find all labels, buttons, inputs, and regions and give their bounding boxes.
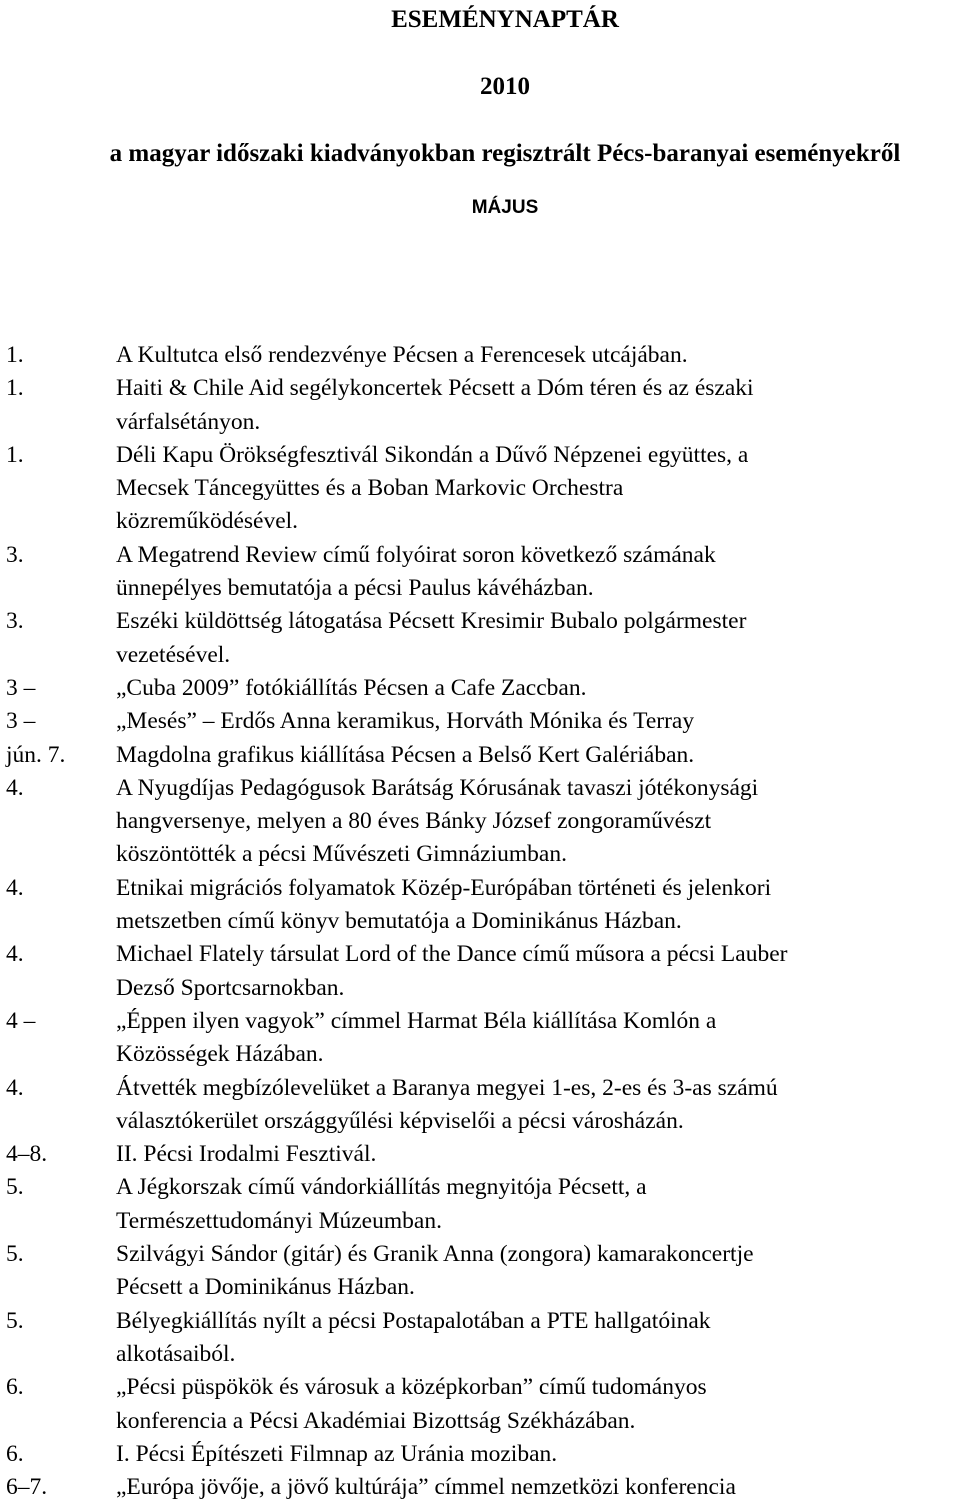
event-date: 6–7. <box>6 1474 48 1501</box>
event-date: 6. <box>6 1374 24 1401</box>
event-description <box>116 339 956 372</box>
event-date: 1. <box>6 375 24 402</box>
event-description <box>116 1138 956 1171</box>
event-date: 6. <box>6 1440 24 1467</box>
event-description-line: „Mesés” – Erdős Anna keramikus, Horváth Mónika és Terray <box>116 708 695 735</box>
event-item <box>6 705 956 738</box>
event-item <box>6 339 956 372</box>
event-description <box>116 1072 956 1139</box>
event-list <box>6 339 956 1504</box>
event-description-line: Átvették megbízólevelüket a Baranya megyei 1-es, 2-es és 3-as számú <box>116 1074 778 1101</box>
event-description-line: II. Pécsi Irodalmi Fesztivál. <box>116 1141 377 1168</box>
event-description-line: Michael Flately társulat Lord of the Dance című műsora a pécsi Lauber <box>116 941 788 968</box>
event-date: 4 – <box>6 1007 36 1034</box>
event-item <box>6 372 956 439</box>
event-description-line: Etnikai migrációs folyamatok Közép-Európában történeti és jelenkori <box>116 874 772 901</box>
event-item <box>6 739 956 772</box>
event-item <box>6 1072 956 1139</box>
event-date: 3. <box>6 541 24 568</box>
event-description-line: A Kultutca első rendezvénye Pécsen a Ferencesek utcájában. <box>116 342 688 368</box>
event-description-line: „Európa jövője, a jövő kultúrája” címmel nemzetközi konferencia <box>116 1474 736 1501</box>
event-description-line: konferencia a Pécsi Akadémiai Bizottság Székházában. <box>116 1407 636 1434</box>
event-item <box>6 1171 956 1238</box>
event-description <box>116 1471 956 1504</box>
event-description-line: A Jégkorszak című vándorkiállítás megnyitója Pécsett, a <box>116 1174 647 1201</box>
event-description-line: I. Pécsi Építészeti Filmnap az Uránia moziban. <box>116 1440 558 1467</box>
document-title: ESEMÉNYNAPTÁR <box>391 6 619 33</box>
event-description-line: Közösségek Házában. <box>116 1041 324 1068</box>
event-date: 3 – <box>6 708 36 735</box>
document-year: 2010 <box>480 73 530 100</box>
event-description-line: közreműködésével. <box>116 508 299 535</box>
event-description <box>116 672 956 705</box>
event-description-line: Pécsett a Dominikánus Házban. <box>116 1274 415 1301</box>
event-description-line: „Pécsi püspökök és városuk a középkorban” című tudományos <box>116 1374 707 1401</box>
event-date: 5. <box>6 1174 24 1201</box>
event-item <box>6 1371 956 1438</box>
event-description-line: választókerület országgyűlési képviselői a pécsi városházán. <box>116 1107 684 1134</box>
event-item <box>6 1305 956 1372</box>
event-description-line: Dezső Sportcsarnokban. <box>116 974 345 1001</box>
event-date: 1. <box>6 342 24 368</box>
event-item <box>6 938 956 1005</box>
event-description <box>116 1371 956 1438</box>
event-description <box>116 1305 956 1372</box>
document-subtitle: a magyar időszaki kiadványokban regisztrált Pécs-baranyai eseményekről <box>109 140 901 167</box>
event-description-line: Eszéki küldöttség látogatása Pécsett Kresimir Bubalo polgármester <box>116 608 747 635</box>
event-description-line: hangversenye, melyen a 80 éves Bánky József zongoraművészt <box>116 808 712 835</box>
event-description-line: Déli Kapu Örökségfesztivál Sikondán a Dűvő Népzenei együttes, a <box>116 441 749 468</box>
event-date: 4. <box>6 774 24 801</box>
event-description <box>116 439 956 539</box>
event-description <box>116 872 956 939</box>
event-description-line: A Megatrend Review című folyóirat soron következő számának <box>116 541 716 568</box>
event-item <box>6 605 956 672</box>
event-date: 4–8. <box>6 1141 48 1168</box>
event-description <box>116 705 956 738</box>
event-description-line: várfalsétányon. <box>116 408 261 435</box>
event-description <box>116 605 956 672</box>
event-description-line: Mecsek Táncegyüttes és a Boban Markovic Orchestra <box>116 475 624 502</box>
event-description <box>116 539 956 606</box>
event-description-line: vezetésével. <box>116 641 231 668</box>
event-description-line: metszetben című könyv bemutatója a Dominikánus Házban. <box>116 908 682 935</box>
event-description-line: Haiti & Chile Aid segélykoncertek Pécsett a Dóm téren és az északi <box>116 375 754 402</box>
event-description <box>116 1005 956 1072</box>
event-item <box>6 539 956 606</box>
event-date: 4. <box>6 874 24 901</box>
event-description-line: „Cuba 2009” fotókiállítás Pécsen a Cafe Zaccban. <box>116 674 587 701</box>
event-date: 5. <box>6 1307 24 1334</box>
event-description-line: Bélyegkiállítás nyílt a pécsi Postapalotában a PTE hallgatóinak <box>116 1307 711 1334</box>
event-description-line: „Éppen ilyen vagyok” címmel Harmat Béla kiállítása Komlón a <box>116 1007 717 1034</box>
event-description-line: Szilvágyi Sándor (gitár) és Granik Anna (zongora) kamarakoncertje <box>116 1241 754 1268</box>
event-item <box>6 1471 956 1504</box>
event-description <box>116 1171 956 1238</box>
event-date: jún. 7. <box>6 741 66 768</box>
event-description-line: ünnepélyes bemutatója a pécsi Paulus kávéházban. <box>116 575 594 602</box>
event-description <box>116 772 956 872</box>
event-item <box>6 1438 956 1471</box>
event-item <box>6 672 956 705</box>
event-item <box>6 1138 956 1171</box>
event-date: 4. <box>6 941 24 968</box>
event-item <box>6 772 956 872</box>
event-description-line: Természettudományi Múzeumban. <box>116 1207 442 1234</box>
event-date: 3 – <box>6 674 36 701</box>
event-item <box>6 872 956 939</box>
event-description-line: A Nyugdíjas Pedagógusok Barátság Kórusának tavaszi jótékonysági <box>116 774 759 801</box>
event-date: 1. <box>6 441 24 468</box>
month-heading: MÁJUS <box>471 197 539 218</box>
event-item <box>6 1238 956 1305</box>
event-description-line: köszöntötték a pécsi Művészeti Gimnáziumban. <box>116 841 567 868</box>
event-description <box>116 372 956 439</box>
event-item <box>6 1005 956 1072</box>
event-item <box>6 439 956 539</box>
event-description <box>116 938 956 1005</box>
event-date: 4. <box>6 1074 24 1101</box>
event-description <box>116 739 956 772</box>
event-description-line: Magdolna grafikus kiállítása Pécsen a Belső Kert Galériában. <box>116 741 695 768</box>
event-date: 5. <box>6 1241 24 1268</box>
event-date: 3. <box>6 608 24 635</box>
event-description <box>116 1438 956 1471</box>
event-description <box>116 1238 956 1305</box>
event-description-line: alkotásaiból. <box>116 1340 236 1367</box>
